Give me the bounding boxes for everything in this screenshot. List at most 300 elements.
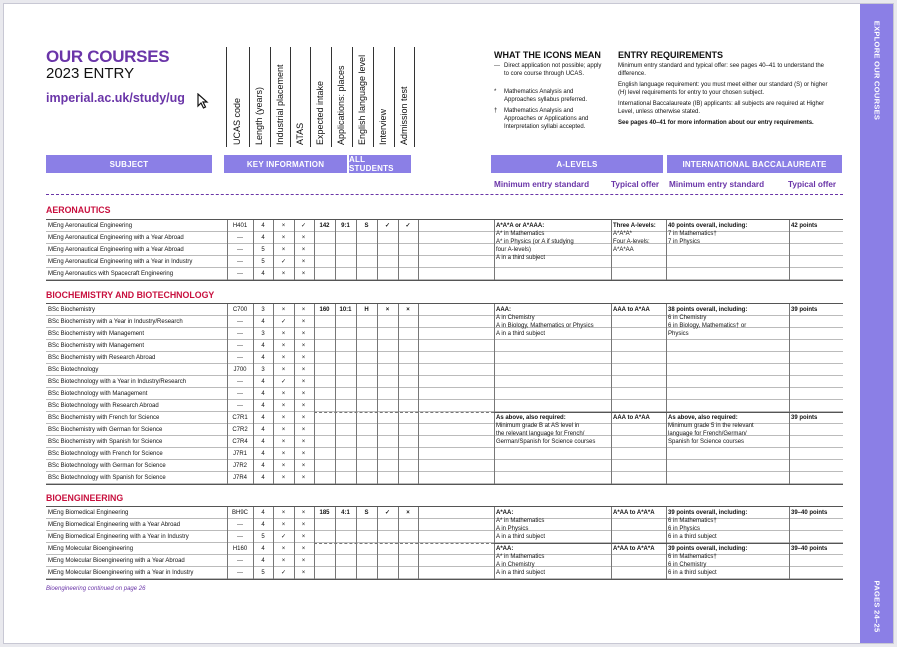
ib-minimum-line: 7 in Mathematics† <box>668 231 717 237</box>
a-level-typical-2 <box>613 414 665 422</box>
ib-typ-heading: Typical offer <box>788 180 837 189</box>
column-header-label: Interview <box>378 108 388 145</box>
course-length: 3 <box>261 367 265 373</box>
industrial-placement: × <box>281 235 286 241</box>
ib-typical-2 <box>791 414 841 422</box>
brochure-page <box>3 3 894 644</box>
a-level-typical-2-line: AAA to A*AA <box>613 415 650 421</box>
course-length: 4 <box>261 415 265 421</box>
column-header <box>373 47 394 147</box>
industrial-placement: × <box>281 427 286 433</box>
ib-typical-2 <box>791 545 841 553</box>
course-name: BSc Biotechnology with Spanish for Science <box>48 475 166 481</box>
a-level-typical <box>613 222 665 254</box>
a-level-typical <box>613 509 665 517</box>
legend-symbol: --- <box>494 63 500 69</box>
industrial-placement: × <box>281 271 286 277</box>
industrial-placement: × <box>281 391 286 397</box>
entry-requirements-title: ENTRY REQUIREMENTS <box>618 50 724 60</box>
ib-typical-line: 39–40 points <box>791 510 828 516</box>
course-length: 4 <box>261 223 265 229</box>
course-length: 4 <box>261 343 265 349</box>
ib-typical-2-line: 39 points <box>791 415 818 421</box>
ucas-code: --- <box>237 534 243 540</box>
industrial-placement: × <box>281 463 286 469</box>
industrial-placement: × <box>281 247 286 253</box>
atas-flag: × <box>301 307 306 313</box>
industrial-placement: × <box>281 475 286 481</box>
course-length: 4 <box>261 546 265 552</box>
ib-bar: INTERNATIONAL BACCALAUREATE <box>667 155 842 173</box>
course-length: 5 <box>261 570 265 576</box>
legend-symbol: * <box>494 89 497 95</box>
column-header <box>249 47 270 147</box>
course-name: MEng Biomedical Engineering with a Year in Industry <box>48 534 189 540</box>
table-bottom-rule <box>46 484 843 485</box>
table-row <box>46 364 843 376</box>
ucas-code: --- <box>237 271 243 277</box>
course-length: 4 <box>261 319 265 325</box>
ib-typical-line: 39 points <box>791 307 818 313</box>
ucas-code: --- <box>237 331 243 337</box>
course-length: 4 <box>261 391 265 397</box>
column-rule <box>253 220 254 280</box>
ib-minimum-line: 39 points overall, including: <box>668 510 748 516</box>
course-length: 4 <box>261 403 265 409</box>
column-header-label: Industrial placement <box>274 64 285 145</box>
column-header <box>290 47 310 147</box>
ucas-code: J7R4 <box>232 475 247 481</box>
ucas-code: --- <box>237 319 243 325</box>
a-level-minimum-line: A in Biology, Mathematics or Physics <box>496 323 594 329</box>
ib-minimum-line: 6 in a third subject <box>668 534 717 540</box>
expected-intake: 185 <box>319 510 330 516</box>
course-length: 3 <box>261 307 265 313</box>
interview-flag: × <box>385 307 390 313</box>
a-level-minimum-2-line: the relevant language for French/ <box>496 431 585 437</box>
a-levels-bar: A-LEVELS <box>491 155 663 173</box>
column-header-label: UCAS code <box>232 97 242 145</box>
course-name: BSc Biochemistry with French for Science <box>48 415 160 421</box>
atas-flag: × <box>301 319 306 325</box>
table-grid <box>46 303 843 484</box>
ib-minimum-2-line: As above, also required: <box>668 415 738 421</box>
atas-flag: × <box>301 367 306 373</box>
atas-flag: × <box>301 415 306 421</box>
study-url-link[interactable]: imperial.ac.uk/study/ug <box>46 91 185 105</box>
side-band <box>860 4 893 643</box>
course-length: 5 <box>261 247 265 253</box>
ucas-code: BH9C <box>231 510 248 516</box>
course-length: 5 <box>261 259 265 265</box>
column-rule <box>294 220 295 280</box>
a-level-minimum-2-line: A in Chemistry <box>496 562 535 568</box>
ucas-code: --- <box>237 391 243 397</box>
atas-flag: ✓ <box>300 223 307 229</box>
a-level-minimum-line: A*A*A or A*AAA: <box>496 223 545 229</box>
subject-bar: SUBJECT <box>46 155 212 173</box>
a-level-minimum-line: A*AA: <box>496 510 514 516</box>
ucas-code: J700 <box>233 367 247 373</box>
atas-flag: × <box>301 522 306 528</box>
table-grid <box>46 506 843 579</box>
course-name: BSc Biotechnology with Management <box>48 391 148 397</box>
course-name: MEng Biomedical Engineering <box>48 510 129 516</box>
divider <box>46 194 843 195</box>
table-row <box>46 400 843 412</box>
a-level-typical-line: Three A-levels: <box>613 223 656 229</box>
ib-minimum-2-line: language for French/German/ <box>668 431 747 437</box>
a-level-typical <box>613 306 665 314</box>
course-length: 4 <box>261 463 265 469</box>
column-header <box>310 47 331 147</box>
column-rule <box>227 507 228 579</box>
expected-intake: 160 <box>319 307 330 313</box>
ib-minimum-2-line: 6 in a third subject <box>668 570 717 576</box>
atas-flag: × <box>301 463 306 469</box>
pointer-cursor-icon <box>197 93 211 109</box>
a-level-typical-line: A*A*AA <box>613 247 634 253</box>
column-header-label: Applications: places <box>336 65 346 145</box>
column-rule <box>294 304 295 484</box>
legend-text: Direct application not possible; apply to core course through UCAS. <box>504 63 602 78</box>
column-header <box>331 47 352 147</box>
course-length: 4 <box>261 439 265 445</box>
a-typ-heading: Typical offer <box>611 180 660 189</box>
course-length: 3 <box>261 331 265 337</box>
band-label-bottom: PAGES 24–25 <box>872 580 881 633</box>
ib-minimum-line: Physics <box>668 331 689 337</box>
applications-ratio: 10:1 <box>339 307 352 313</box>
atas-flag: × <box>301 403 306 409</box>
a-level-typical-line: A*AA to A*A*A <box>613 510 655 516</box>
atas-flag: × <box>301 355 306 361</box>
admission-test-flag: × <box>406 307 410 313</box>
section-biochemistry: BIOCHEMISTRY AND BIOTECHNOLOGY <box>46 290 215 300</box>
column-rule <box>314 304 315 484</box>
a-level-minimum-2-line: German/Spanish for Science courses <box>496 439 596 445</box>
applications-ratio: 9:1 <box>341 223 350 229</box>
admission-test-flag: ✓ <box>405 223 411 229</box>
table-row <box>46 388 843 400</box>
column-rule <box>227 220 228 280</box>
column-rule <box>418 220 419 280</box>
industrial-placement: ✓ <box>280 534 287 540</box>
ib-typical <box>791 306 841 314</box>
key-info-bar: KEY INFORMATION <box>224 155 347 173</box>
table-row <box>46 376 843 388</box>
table-row <box>46 256 843 268</box>
a-level-minimum-line: AAA: <box>496 307 511 313</box>
course-name: MEng Molecular Bioengineering with a Year in Industry <box>48 570 194 576</box>
table-bottom-rule <box>46 579 843 580</box>
column-rule <box>227 304 228 484</box>
ucas-code: C7R1 <box>232 415 248 421</box>
course-name: BSc Biotechnology with a Year in Industry/Research <box>48 379 187 385</box>
column-header-label: Expected intake <box>315 80 325 145</box>
a-min-heading: Minimum entry standard <box>494 180 590 189</box>
column-rule <box>398 304 399 484</box>
a-level-minimum <box>496 306 608 338</box>
ucas-code: --- <box>237 355 243 361</box>
section-bioengineering: BIOENGINEERING <box>46 493 124 503</box>
english-level: H <box>364 307 369 313</box>
ucas-code: --- <box>237 403 243 409</box>
ib-minimum-2-line: 6 in Chemistry <box>668 562 707 568</box>
industrial-placement: ✓ <box>280 319 287 325</box>
course-length: 4 <box>261 427 265 433</box>
column-header-label: ATAS <box>294 122 305 145</box>
english-level: S <box>364 223 369 229</box>
industrial-placement: × <box>281 355 286 361</box>
a-level-minimum-2 <box>496 545 608 577</box>
industrial-placement: ✓ <box>280 570 287 576</box>
column-header-label: Admission test <box>398 86 409 145</box>
interview-flag: ✓ <box>384 510 391 516</box>
expected-intake: 142 <box>319 223 330 229</box>
ucas-code: C7R2 <box>232 427 248 433</box>
english-level: S <box>364 510 369 516</box>
ib-minimum-2 <box>668 414 786 446</box>
industrial-placement: × <box>281 546 286 552</box>
column-rule <box>273 507 274 579</box>
a-level-minimum-line: A in a third subject <box>496 255 546 261</box>
atas-flag: × <box>301 570 306 576</box>
atas-flag: × <box>301 427 306 433</box>
column-rule <box>789 220 790 280</box>
industrial-placement: × <box>281 558 286 564</box>
ucas-code: --- <box>237 558 243 564</box>
page-subtitle: 2023 ENTRY <box>46 65 135 82</box>
a-level-minimum-2-line: A in a third subject <box>496 570 546 576</box>
industrial-placement: × <box>281 522 286 528</box>
course-length: 4 <box>261 355 265 361</box>
entry-note-3: International Baccalaureate (IB) applicants: all subjects are required at Higher Level, unless otherwise stated. <box>618 101 825 116</box>
course-name: MEng Aeronautical Engineering <box>48 223 133 229</box>
atas-flag: × <box>301 331 306 337</box>
course-name: BSc Biochemistry with Spanish for Science <box>48 439 163 445</box>
legend-text: Mathematics Analysis and Approaches syllabus preferred. <box>504 89 588 104</box>
legend-text: Mathematics Analysis and Approaches or Applications and Interpretation syllabi accepted. <box>504 108 589 131</box>
industrial-placement: × <box>281 223 286 229</box>
a-level-minimum-2-line: Minimum grade B at AS level in <box>496 423 580 429</box>
industrial-placement: × <box>281 367 286 373</box>
column-header-rule <box>414 47 415 147</box>
industrial-placement: ✓ <box>280 259 287 265</box>
industrial-placement: ✓ <box>280 379 287 385</box>
column-header <box>270 47 290 147</box>
table-grid <box>46 219 843 280</box>
entry-note-4: See pages 40–41 for more information about our entry requirements. <box>618 120 814 126</box>
column-rule <box>418 304 419 484</box>
a-level-minimum-2-line: A*AA: <box>496 546 514 552</box>
a-level-minimum-2 <box>496 414 608 446</box>
ucas-code: --- <box>237 259 243 265</box>
atas-flag: × <box>301 510 306 516</box>
admission-test-flag: × <box>406 510 410 516</box>
ib-typical <box>791 222 841 230</box>
a-level-minimum-line: A in a third subject <box>496 331 546 337</box>
column-rule <box>253 304 254 484</box>
industrial-placement: × <box>281 451 286 457</box>
course-name: MEng Molecular Bioengineering with a Year Abroad <box>48 558 185 564</box>
atas-flag: × <box>301 558 306 564</box>
ucas-code: C700 <box>232 307 248 313</box>
ib-min-heading: Minimum entry standard <box>669 180 765 189</box>
ucas-code: --- <box>237 570 243 576</box>
course-name: BSc Biochemistry with Management <box>48 331 145 337</box>
atas-flag: × <box>301 247 306 253</box>
ib-minimum-line: 6 in Chemistry <box>668 315 707 321</box>
a-level-typical-line: AAA to A*AA <box>613 307 650 313</box>
column-rule <box>335 304 336 484</box>
course-length: 4 <box>261 235 265 241</box>
course-name: BSc Biotechnology with Research Abroad <box>48 403 159 409</box>
a-level-typical-line: Four A-levels: <box>613 239 650 245</box>
group-divider <box>494 543 843 544</box>
ib-minimum-line: 6 in Biology, Mathematics† or <box>668 323 747 329</box>
course-length: 4 <box>261 271 265 277</box>
group-divider <box>494 412 843 413</box>
course-name: BSc Biochemistry with a Year in Industry/Research <box>48 319 183 325</box>
industrial-placement: × <box>281 510 286 516</box>
atas-flag: × <box>301 534 306 540</box>
industrial-placement: × <box>281 331 286 337</box>
icons-legend-title: WHAT THE ICONS MEAN <box>494 50 601 60</box>
table-row <box>46 460 843 472</box>
column-rule <box>273 220 274 280</box>
a-level-typical-line: A*A*A* <box>613 231 633 237</box>
course-name: MEng Molecular Bioengineering <box>48 546 134 552</box>
course-name: BSc Biotechnology <box>48 367 99 373</box>
table-row <box>46 352 843 364</box>
column-rule <box>356 304 357 484</box>
a-level-minimum-line: A* in Mathematics <box>496 518 545 524</box>
course-length: 4 <box>261 522 265 528</box>
course-name: BSc Biochemistry with German for Science <box>48 427 163 433</box>
table-bottom-rule <box>46 280 843 281</box>
ucas-code: --- <box>237 247 243 253</box>
industrial-placement: × <box>281 403 286 409</box>
course-name: MEng Aeronautics with Spacecraft Engineering <box>48 271 174 277</box>
column-header-label: Length (years) <box>254 86 264 145</box>
ucas-code: --- <box>237 522 243 528</box>
column-header-label: English language level <box>357 54 367 145</box>
course-length: 4 <box>261 475 265 481</box>
a-level-minimum <box>496 509 608 541</box>
column-rule <box>666 304 667 484</box>
course-name: MEng Biomedical Engineering with a Year Abroad <box>48 522 181 528</box>
atas-flag: × <box>301 379 306 385</box>
table-row <box>46 448 843 460</box>
column-rule <box>377 304 378 484</box>
atas-flag: × <box>301 235 306 241</box>
ucas-code: --- <box>237 343 243 349</box>
column-rule <box>789 304 790 484</box>
course-length: 4 <box>261 451 265 457</box>
industrial-placement: × <box>281 439 286 445</box>
atas-flag: × <box>301 546 306 552</box>
group-divider <box>314 543 494 544</box>
course-name: BSc Biochemistry with Research Abroad <box>48 355 156 361</box>
ucas-code: J7R2 <box>232 463 247 469</box>
ib-minimum-line: 40 points overall, including: <box>668 223 748 229</box>
ib-minimum-line: 38 points overall, including: <box>668 307 748 313</box>
course-name: MEng Aeronautical Engineering with a Year Abroad <box>48 247 184 253</box>
ib-minimum-2 <box>668 545 786 577</box>
column-rule <box>611 220 612 280</box>
ucas-code: H160 <box>232 546 248 552</box>
a-level-minimum-line: A* in Mathematics <box>496 231 545 237</box>
column-rule <box>294 507 295 579</box>
all-students-bar: ALL STUDENTS <box>349 155 411 173</box>
a-level-typical-2-line: A*AA to A*A*A <box>613 546 655 552</box>
atas-flag: × <box>301 451 306 457</box>
interview-flag: ✓ <box>384 223 391 229</box>
applications-ratio: 4:1 <box>341 510 350 516</box>
column-rule <box>494 304 495 484</box>
course-name: BSc Biochemistry with Management <box>48 343 145 349</box>
column-header <box>226 47 249 147</box>
ib-minimum <box>668 222 786 246</box>
column-rule <box>611 304 612 484</box>
ib-minimum-line: 7 in Physics <box>668 239 701 245</box>
a-level-minimum-line: A in a third subject <box>496 534 546 540</box>
column-header <box>352 47 373 147</box>
legend-symbol: † <box>494 108 498 114</box>
page-title: OUR COURSES <box>46 47 170 66</box>
ib-minimum-2-line: 6 in Mathematics† <box>668 554 717 560</box>
table-row <box>46 472 843 484</box>
course-name: MEng Aeronautical Engineering with a Year in Industry <box>48 259 193 265</box>
course-name: BSc Biochemistry <box>48 307 96 313</box>
a-level-minimum-line: A in Physics <box>496 526 529 532</box>
entry-note-1: Minimum entry standard and typical offer: see pages 40–41 to understand the difference. <box>618 63 825 78</box>
course-length: 4 <box>261 379 265 385</box>
column-rule <box>273 304 274 484</box>
ucas-code: --- <box>237 379 243 385</box>
ib-minimum-2-line: Spanish for Science courses <box>668 439 745 445</box>
ib-minimum <box>668 306 786 338</box>
course-name: BSc Biotechnology with German for Science <box>48 463 166 469</box>
a-level-typical-2 <box>613 545 665 553</box>
a-level-minimum-line: A in Chemistry <box>496 315 535 321</box>
a-level-minimum-2-line: As above, also required: <box>496 415 566 421</box>
atas-flag: × <box>301 271 306 277</box>
table-row <box>46 268 843 280</box>
column-header <box>394 47 414 147</box>
course-length: 4 <box>261 558 265 564</box>
footnote: Bioengineering continued on page 26 <box>46 586 146 592</box>
ib-typical <box>791 509 841 517</box>
course-name: BSc Biotechnology with French for Science <box>48 451 163 457</box>
a-level-minimum-2-line: A* in Mathematics <box>496 554 545 560</box>
column-rule <box>253 507 254 579</box>
atas-flag: × <box>301 259 306 265</box>
ib-typical-line: 42 points <box>791 223 818 229</box>
column-rule <box>666 220 667 280</box>
ucas-code: --- <box>237 235 243 241</box>
course-length: 4 <box>261 510 265 516</box>
section-aeronautics: AERONAUTICS <box>46 205 111 215</box>
ucas-code: H401 <box>232 223 248 229</box>
atas-flag: × <box>301 343 306 349</box>
industrial-placement: × <box>281 415 286 421</box>
course-name: MEng Aeronautical Engineering with a Year Abroad <box>48 235 184 241</box>
ib-minimum-2-line: Minimum grade 5 in the relevant <box>668 423 754 429</box>
industrial-placement: × <box>281 343 286 349</box>
ib-minimum-line: 6 in Mathematics† <box>668 518 717 524</box>
